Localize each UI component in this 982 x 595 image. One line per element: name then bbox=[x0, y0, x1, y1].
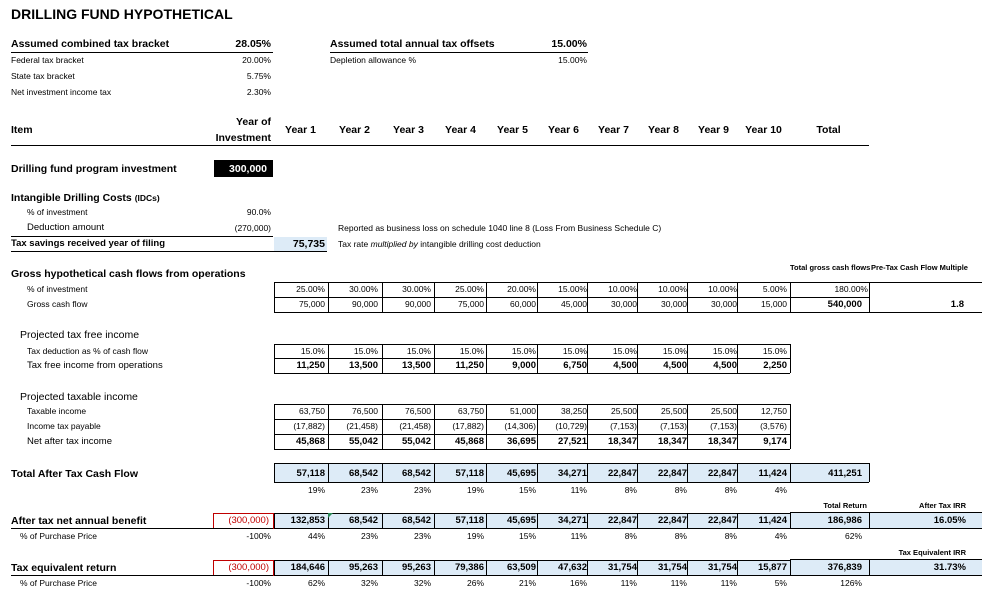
taxfree-income-year-1: 11,250 bbox=[296, 360, 325, 371]
equiv-value-year-3: 95,263 bbox=[401, 562, 431, 573]
taxable-income-year-10: 12,750 bbox=[761, 406, 787, 416]
idc-deduction-value: (270,000) bbox=[234, 223, 271, 233]
gross-pct-year-10: 5.00% bbox=[762, 284, 787, 294]
idc-heading: Intangible Drilling Costs (IDCs) bbox=[11, 192, 160, 204]
federal-tax-value: 20.00% bbox=[242, 55, 271, 65]
header-year-8: Year 8 bbox=[648, 124, 679, 136]
tatcf-value-year-3: 68,542 bbox=[401, 468, 431, 479]
tatcf-pct-year-5: 15% bbox=[518, 485, 536, 495]
taxable-heading: Projected taxable income bbox=[20, 391, 138, 403]
gross-pct-label: % of investment bbox=[27, 284, 88, 294]
depletion-value: 15.00% bbox=[558, 55, 587, 65]
benefit-pp-year-9: 8% bbox=[724, 531, 737, 541]
header-year-6: Year 6 bbox=[548, 124, 579, 136]
taxfree-income-year-5: 9,000 bbox=[512, 360, 536, 371]
equiv-irr-header: Tax Equivalent IRR bbox=[898, 548, 966, 557]
tatcf-value-year-7: 22,847 bbox=[607, 468, 637, 479]
equiv-total: 376,839 bbox=[827, 562, 862, 573]
header-year-1: Year 1 bbox=[285, 124, 316, 136]
gross-pct-year-1: 25.00% bbox=[296, 284, 325, 294]
taxable-income-year-9: 25,500 bbox=[711, 406, 737, 416]
idc-savings-value: 75,735 bbox=[292, 238, 325, 250]
state-tax-value: 5.75% bbox=[246, 71, 271, 81]
niit-value: 2.30% bbox=[246, 87, 271, 97]
taxfree-income-year-7: 4,500 bbox=[613, 360, 637, 371]
taxable-income-year-1: 63,750 bbox=[299, 406, 325, 416]
taxfree-heading: Projected tax free income bbox=[20, 329, 140, 341]
taxable-payable-year-5: (14,306) bbox=[504, 421, 536, 431]
equiv-pp-year-4: 26% bbox=[466, 578, 484, 588]
equiv-value-year-6: 47,632 bbox=[557, 562, 587, 573]
net-after-tax-year-3: 55,042 bbox=[401, 436, 431, 447]
taxfree-pct-label: Tax deduction as % of cash flow bbox=[27, 346, 148, 356]
benefit-pp-year-1: 44% bbox=[307, 531, 325, 541]
net-after-tax-year-6: 27,521 bbox=[557, 436, 587, 447]
gross-cf-year-9: 30,000 bbox=[711, 299, 737, 309]
equiv-value-year-8: 31,754 bbox=[657, 562, 687, 573]
benefit-value-year-9: 22,847 bbox=[707, 515, 737, 526]
benefit-pp-year-2: 23% bbox=[360, 531, 378, 541]
gross-cf-total: 540,000 bbox=[827, 299, 862, 310]
tatcf-value-year-1: 57,118 bbox=[296, 468, 325, 479]
benefit-value-year-3: 68,542 bbox=[401, 515, 431, 526]
equiv-pp-year-8: 11% bbox=[670, 578, 687, 588]
header-year-of: Year of bbox=[235, 116, 271, 128]
taxfree-income-year-9: 4,500 bbox=[713, 360, 737, 371]
tatcf-pct-year-3: 23% bbox=[413, 485, 431, 495]
benefit-value-year-8: 22,847 bbox=[657, 515, 687, 526]
multiple-header: Pre-Tax Cash Flow Multiple bbox=[871, 263, 968, 272]
tatcf-pct-year-8: 8% bbox=[674, 485, 687, 495]
benefit-pp-year-8: 8% bbox=[674, 531, 687, 541]
taxable-income-label: Taxable income bbox=[27, 406, 87, 416]
tax-offsets-value: 15.00% bbox=[551, 38, 587, 50]
tatcf-pct-year-4: 19% bbox=[466, 485, 484, 495]
taxable-payable-year-3: (21,458) bbox=[399, 421, 431, 431]
benefit-pp-year-3: 23% bbox=[413, 531, 431, 541]
after-tax-irr-header: After Tax IRR bbox=[919, 501, 966, 510]
benefit-value-year-7: 22,847 bbox=[607, 515, 637, 526]
tatcf-value-year-9: 22,847 bbox=[707, 468, 737, 479]
equiv-value-year-9: 31,754 bbox=[707, 562, 737, 573]
tatcf-value-year-6: 34,271 bbox=[557, 468, 587, 479]
taxable-income-year-2: 76,500 bbox=[352, 406, 378, 416]
gross-cf-year-1: 75,000 bbox=[299, 299, 325, 309]
equiv-pp-year-3: 32% bbox=[413, 578, 431, 588]
equiv-pp-year-10: 5% bbox=[774, 578, 787, 588]
tatcf-value-year-10: 11,424 bbox=[758, 468, 787, 479]
gross-cf-year-8: 30,000 bbox=[661, 299, 687, 309]
depletion-label: Depletion allowance % bbox=[330, 55, 416, 65]
header-year-7: Year 7 bbox=[598, 124, 629, 136]
taxfree-income-year-2: 13,500 bbox=[348, 360, 378, 371]
benefit-pp-total: 62% bbox=[844, 531, 862, 541]
equiv-pp-year-1: 62% bbox=[307, 578, 325, 588]
idc-deduction-label: Deduction amount bbox=[27, 222, 105, 233]
benefit-pp-year-7: 8% bbox=[624, 531, 637, 541]
gross-pct-year-7: 10.00% bbox=[608, 284, 637, 294]
after-tax-irr: 16.05% bbox=[933, 515, 966, 526]
equiv-pp-year-2: 32% bbox=[360, 578, 378, 588]
equiv-label: Tax equivalent return bbox=[11, 562, 117, 574]
taxable-payable-label: Income tax payable bbox=[27, 421, 101, 431]
gross-cf-year-7: 30,000 bbox=[611, 299, 637, 309]
net-after-tax-year-7: 18,347 bbox=[607, 436, 637, 447]
equiv-pp-year-9: 11% bbox=[720, 578, 737, 588]
taxable-income-year-7: 25,500 bbox=[611, 406, 637, 416]
benefit-investment: (300,000) bbox=[228, 515, 269, 526]
taxfree-pct-year-4: 15.0% bbox=[459, 346, 484, 356]
tatcf-label: Total After Tax Cash Flow bbox=[11, 468, 138, 480]
taxable-payable-year-1: (17,882) bbox=[293, 421, 325, 431]
gross-cf-year-5: 60,000 bbox=[510, 299, 536, 309]
total-return-header: Total Return bbox=[823, 501, 867, 510]
idc-savings-note: Tax rate multiplied by intangible drilling cost deduction bbox=[338, 239, 541, 249]
equiv-pp-year-7: 11% bbox=[620, 578, 637, 588]
taxable-payable-year-10: (3,576) bbox=[760, 421, 787, 431]
gross-pct-year-2: 30.00% bbox=[349, 284, 378, 294]
gross-cf-year-4: 75,000 bbox=[458, 299, 484, 309]
state-tax-label: State tax bracket bbox=[11, 71, 75, 81]
header-year-4: Year 4 bbox=[445, 124, 476, 136]
taxable-income-year-6: 38,250 bbox=[561, 406, 587, 416]
net-after-tax-year-2: 55,042 bbox=[348, 436, 378, 447]
taxable-payable-year-2: (21,458) bbox=[346, 421, 378, 431]
taxable-payable-year-6: (10,729) bbox=[555, 421, 587, 431]
taxfree-pct-year-10: 15.0% bbox=[762, 346, 787, 356]
gross-pct-year-5: 20.00% bbox=[507, 284, 536, 294]
benefit-total: 186,986 bbox=[827, 515, 862, 526]
tatcf-pct-year-9: 8% bbox=[724, 485, 737, 495]
idc-pct-label: % of investment bbox=[27, 207, 88, 217]
header-total: Total bbox=[816, 124, 841, 136]
taxfree-pct-year-8: 15.0% bbox=[662, 346, 687, 356]
tatcf-pct-year-7: 8% bbox=[624, 485, 637, 495]
tatcf-total: 411,251 bbox=[828, 468, 862, 479]
header-year-2: Year 2 bbox=[339, 124, 370, 136]
benefit-pp-label: % of Purchase Price bbox=[20, 531, 98, 541]
equiv-pp-total: 126% bbox=[840, 578, 862, 588]
taxfree-pct-year-3: 15.0% bbox=[406, 346, 431, 356]
gross-pct-year-4: 25.00% bbox=[455, 284, 484, 294]
equiv-pp-year-6: 16% bbox=[569, 578, 587, 588]
taxfree-income-year-6: 6,750 bbox=[563, 360, 587, 371]
tatcf-value-year-5: 45,695 bbox=[506, 468, 536, 479]
header-year-9: Year 9 bbox=[698, 124, 729, 136]
equiv-pp-label: % of Purchase Price bbox=[20, 578, 98, 588]
gross-cf-year-2: 90,000 bbox=[352, 299, 378, 309]
equiv-pp-investment: -100% bbox=[246, 578, 271, 588]
taxfree-income-year-10: 2,250 bbox=[763, 360, 787, 371]
benefit-value-year-5: 45,695 bbox=[506, 515, 536, 526]
header-item: Item bbox=[11, 124, 33, 136]
gross-multiple: 1.8 bbox=[950, 299, 964, 310]
benefit-pp-year-4: 19% bbox=[466, 531, 484, 541]
idc-pct-value: 90.0% bbox=[246, 207, 271, 217]
net-after-tax-year-10: 9,174 bbox=[763, 436, 787, 447]
taxable-income-year-5: 51,000 bbox=[510, 406, 536, 416]
taxfree-pct-year-1: 15.0% bbox=[300, 346, 325, 356]
gross-pct-total: 180.00% bbox=[834, 284, 868, 294]
benefit-value-year-10: 11,424 bbox=[758, 515, 787, 526]
benefit-pp-investment: -100% bbox=[246, 531, 271, 541]
tatcf-pct-year-1: 19% bbox=[307, 485, 325, 495]
header-investment: Investment bbox=[215, 132, 271, 144]
equiv-pp-year-5: 21% bbox=[518, 578, 536, 588]
taxable-income-year-4: 63,750 bbox=[458, 406, 484, 416]
tatcf-value-year-4: 57,118 bbox=[455, 468, 484, 479]
federal-tax-label: Federal tax bracket bbox=[11, 55, 84, 65]
page-title: DRILLING FUND HYPOTHETICAL bbox=[11, 6, 233, 22]
taxable-payable-year-8: (7,153) bbox=[660, 421, 687, 431]
benefit-value-year-1: 132,853 bbox=[290, 515, 325, 526]
net-after-tax-year-8: 18,347 bbox=[657, 436, 687, 447]
net-after-tax-year-1: 45,868 bbox=[295, 436, 325, 447]
idc-deduction-note: Reported as business loss on schedule 1040 line 8 (Loss From Business Schedule C) bbox=[338, 223, 662, 233]
equiv-value-year-2: 95,263 bbox=[348, 562, 378, 573]
total-gross-header: Total gross cash flows bbox=[790, 263, 871, 272]
tax-offsets-label: Assumed total annual tax offsets bbox=[330, 38, 495, 50]
equiv-irr: 31.73% bbox=[933, 562, 966, 573]
taxfree-income-year-4: 11,250 bbox=[455, 360, 484, 371]
benefit-label: After tax net annual benefit bbox=[11, 515, 147, 527]
investment-value: 300,000 bbox=[229, 163, 267, 175]
combined-tax-label: Assumed combined tax bracket bbox=[11, 38, 170, 50]
taxable-income-year-8: 25,500 bbox=[661, 406, 687, 416]
niit-label: Net investment income tax bbox=[11, 87, 112, 97]
gross-cf-year-10: 15,000 bbox=[761, 299, 787, 309]
gross-pct-year-8: 10.00% bbox=[658, 284, 687, 294]
taxable-payable-year-9: (7,153) bbox=[710, 421, 737, 431]
taxfree-income-label: Tax free income from operations bbox=[27, 360, 163, 371]
taxfree-income-year-3: 13,500 bbox=[401, 360, 431, 371]
benefit-pp-year-6: 11% bbox=[570, 531, 587, 541]
header-year-10: Year 10 bbox=[745, 124, 782, 136]
taxfree-pct-year-6: 15.0% bbox=[562, 346, 587, 356]
gross-cf-year-3: 90,000 bbox=[405, 299, 431, 309]
taxfree-pct-year-5: 15.0% bbox=[511, 346, 536, 356]
gross-pct-year-9: 10.00% bbox=[708, 284, 737, 294]
net-after-tax-label: Net after tax income bbox=[27, 436, 113, 447]
taxfree-pct-year-9: 15.0% bbox=[712, 346, 737, 356]
header-year-3: Year 3 bbox=[393, 124, 424, 136]
tatcf-pct-year-6: 11% bbox=[570, 485, 587, 495]
combined-tax-value: 28.05% bbox=[235, 38, 271, 50]
gross-cf-label: Gross cash flow bbox=[27, 299, 88, 309]
equiv-value-year-4: 79,386 bbox=[454, 562, 484, 573]
taxable-income-year-3: 76,500 bbox=[405, 406, 431, 416]
tatcf-value-year-8: 22,847 bbox=[657, 468, 687, 479]
gross-pct-year-3: 30.00% bbox=[402, 284, 431, 294]
taxable-payable-year-4: (17,882) bbox=[452, 421, 484, 431]
gross-pct-year-6: 15.00% bbox=[558, 284, 587, 294]
benefit-value-year-4: 57,118 bbox=[455, 515, 484, 526]
tatcf-pct-year-2: 23% bbox=[360, 485, 378, 495]
equiv-value-year-10: 15,877 bbox=[757, 562, 787, 573]
taxfree-income-year-8: 4,500 bbox=[663, 360, 687, 371]
equiv-value-year-5: 63,509 bbox=[506, 562, 536, 573]
gross-heading: Gross hypothetical cash flows from operations bbox=[11, 268, 246, 280]
taxfree-pct-year-7: 15.0% bbox=[612, 346, 637, 356]
taxable-payable-year-7: (7,153) bbox=[610, 421, 637, 431]
benefit-value-year-6: 34,271 bbox=[557, 515, 587, 526]
equiv-investment: (300,000) bbox=[228, 562, 269, 573]
taxfree-pct-year-2: 15.0% bbox=[353, 346, 378, 356]
header-year-5: Year 5 bbox=[497, 124, 528, 136]
benefit-value-year-2: 68,542 bbox=[348, 515, 378, 526]
equiv-value-year-1: 184,646 bbox=[290, 562, 325, 573]
benefit-pp-year-10: 4% bbox=[774, 531, 787, 541]
net-after-tax-year-4: 45,868 bbox=[454, 436, 484, 447]
benefit-pp-year-5: 15% bbox=[518, 531, 536, 541]
gross-cf-year-6: 45,000 bbox=[561, 299, 587, 309]
net-after-tax-year-5: 36,695 bbox=[506, 436, 536, 447]
investment-label: Drilling fund program investment bbox=[11, 163, 177, 175]
net-after-tax-year-9: 18,347 bbox=[707, 436, 737, 447]
idc-savings-label: Tax savings received year of filing bbox=[11, 238, 165, 249]
equiv-value-year-7: 31,754 bbox=[607, 562, 637, 573]
tatcf-value-year-2: 68,542 bbox=[348, 468, 378, 479]
tatcf-pct-year-10: 4% bbox=[774, 485, 787, 495]
